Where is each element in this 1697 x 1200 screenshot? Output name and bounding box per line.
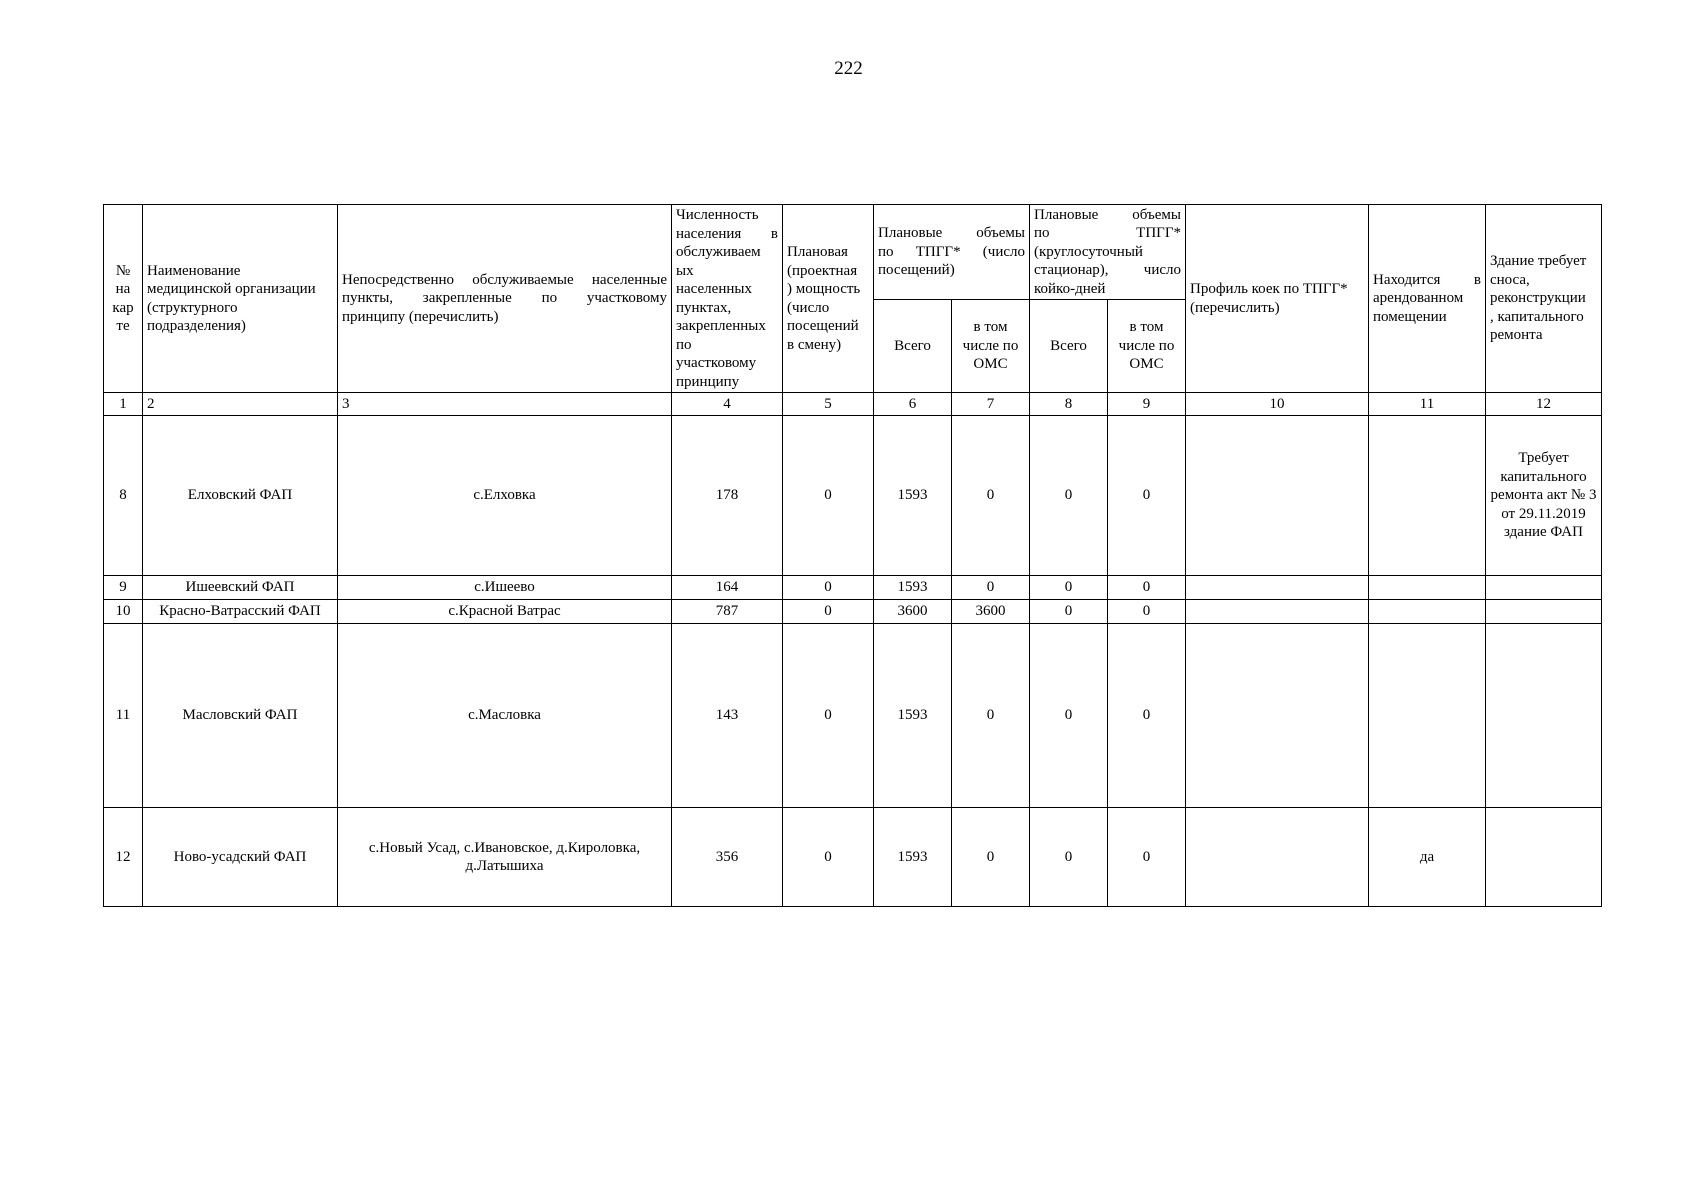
beds-total: 0: [1030, 624, 1108, 808]
capacity: 0: [783, 600, 874, 624]
rented: [1369, 624, 1486, 808]
population: 787: [672, 600, 783, 624]
header-col-capacity: Плановая (проектная ) мощность (число посещений в смену): [783, 205, 874, 393]
beds-total: 0: [1030, 808, 1108, 907]
visits-total: 1593: [874, 624, 952, 808]
table-row: [104, 808, 1602, 907]
served-settlements: с.Новый Усад, с.Ивановское, д.Кироловка, д.Латышиха: [338, 808, 672, 907]
column-number: 5: [783, 393, 874, 416]
header-col-number: № на кар те: [104, 205, 143, 393]
table-row: [104, 624, 1602, 808]
capacity: 0: [783, 624, 874, 808]
header-group-beds: Плановые объемы по ТПГГ* (круглосуточный стационар), число койко-дней: [1030, 205, 1186, 300]
building-status: [1486, 624, 1602, 808]
visits-oms: 0: [952, 808, 1030, 907]
served-settlements: с.Ишеево: [338, 576, 672, 600]
organization-name: Масловский ФАП: [143, 624, 338, 808]
header-col-rented: Находится в арендованном помещении: [1369, 205, 1486, 393]
column-number: 6: [874, 393, 952, 416]
rented: [1369, 576, 1486, 600]
table-row: [104, 416, 1602, 576]
column-number: 11: [1369, 393, 1486, 416]
building-status: [1486, 576, 1602, 600]
organization-name: Ишеевский ФАП: [143, 576, 338, 600]
row-number: 10: [104, 600, 143, 624]
rented: да: [1369, 808, 1486, 907]
beds-oms: 0: [1108, 600, 1186, 624]
visits-total: 1593: [874, 416, 952, 576]
column-number: 2: [143, 393, 338, 416]
bed-profile: [1186, 600, 1369, 624]
population: 178: [672, 416, 783, 576]
header-col-population: Численность населения в обслуживаем ых населенных пунктах, закрепленных по участковому принципу: [672, 205, 783, 393]
header-col-bed-profile: Профиль коек по ТПГГ* (перечислить): [1186, 205, 1369, 393]
capacity: 0: [783, 808, 874, 907]
rented: [1369, 416, 1486, 576]
row-number: 9: [104, 576, 143, 600]
header-col-building: Здание требует сноса, реконструкции , капитального ремонта: [1486, 205, 1602, 393]
bed-profile: [1186, 808, 1369, 907]
visits-total: 1593: [874, 576, 952, 600]
visits-total: 3600: [874, 600, 952, 624]
column-number: 7: [952, 393, 1030, 416]
row-number: 12: [104, 808, 143, 907]
visits-total: 1593: [874, 808, 952, 907]
header-col-points: Непосредственно обслуживаемые населенные пункты, закрепленные по участковому принципу (перечислить): [338, 205, 672, 393]
header-col-visits-oms: в том числе по ОМС: [952, 300, 1030, 393]
visits-oms: 0: [952, 624, 1030, 808]
table-row: [104, 576, 1602, 600]
rented: [1369, 600, 1486, 624]
column-number: 3: [338, 393, 672, 416]
population: 143: [672, 624, 783, 808]
beds-total: 0: [1030, 576, 1108, 600]
column-number: 4: [672, 393, 783, 416]
fap-table: [103, 204, 1602, 907]
page-number: 222: [834, 58, 863, 79]
visits-oms: 0: [952, 576, 1030, 600]
bed-profile: [1186, 576, 1369, 600]
capacity: 0: [783, 416, 874, 576]
population: 356: [672, 808, 783, 907]
column-number: 12: [1486, 393, 1602, 416]
row-number: 11: [104, 624, 143, 808]
table-row: [104, 600, 1602, 624]
column-number: 9: [1108, 393, 1186, 416]
beds-oms: 0: [1108, 416, 1186, 576]
population: 164: [672, 576, 783, 600]
bed-profile: [1186, 624, 1369, 808]
organization-name: Елховский ФАП: [143, 416, 338, 576]
served-settlements: с.Масловка: [338, 624, 672, 808]
header-col-name: Наименование медицинской организации (структурного подразделения): [143, 205, 338, 393]
row-number: 8: [104, 416, 143, 576]
beds-total: 0: [1030, 600, 1108, 624]
beds-oms: 0: [1108, 808, 1186, 907]
header-col-visits-total: Всего: [874, 300, 952, 393]
column-number: 10: [1186, 393, 1369, 416]
beds-total: 0: [1030, 416, 1108, 576]
header-col-beds-total: Всего: [1030, 300, 1108, 393]
bed-profile: [1186, 416, 1369, 576]
organization-name: Ново-усадский ФАП: [143, 808, 338, 907]
beds-oms: 0: [1108, 576, 1186, 600]
served-settlements: с.Елховка: [338, 416, 672, 576]
building-status: [1486, 808, 1602, 907]
column-number: 1: [104, 393, 143, 416]
column-number-row: [104, 393, 1602, 416]
header-group-visits: Плановые объемы по ТПГГ* (число посещений): [874, 205, 1030, 300]
served-settlements: с.Красной Ватрас: [338, 600, 672, 624]
building-status: Требует капитального ремонта акт № 3 от 29.11.2019 здание ФАП: [1486, 416, 1602, 576]
header-col-beds-oms: в том числе по ОМС: [1108, 300, 1186, 393]
capacity: 0: [783, 576, 874, 600]
visits-oms: 3600: [952, 600, 1030, 624]
visits-oms: 0: [952, 416, 1030, 576]
building-status: [1486, 600, 1602, 624]
organization-name: Красно-Ватрасский ФАП: [143, 600, 338, 624]
column-number: 8: [1030, 393, 1108, 416]
beds-oms: 0: [1108, 624, 1186, 808]
